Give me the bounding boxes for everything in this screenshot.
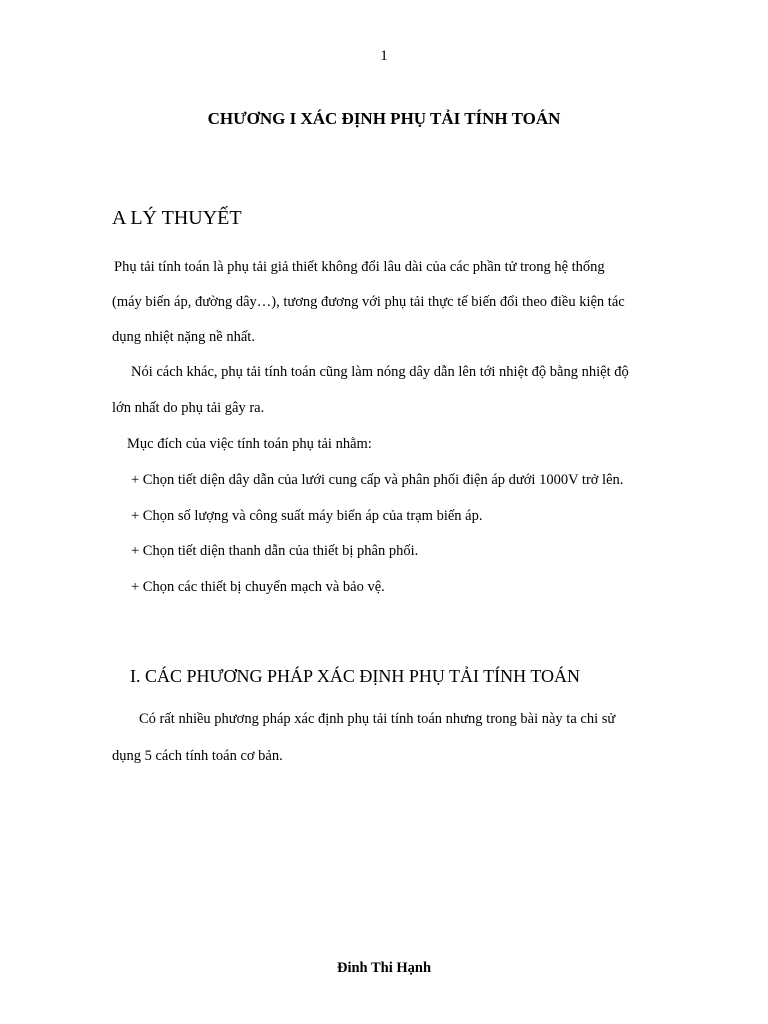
list-item: + Chọn các thiết bị chuyển mạch và bảo vệ. — [131, 579, 385, 595]
chapter-title: CHƯƠNG I XÁC ĐỊNH PHỤ TẢI TÍNH TOÁN — [207, 109, 561, 128]
paragraph-line: lớn nhất do phụ tải gây ra. — [112, 400, 265, 416]
paragraph-line: Nói cách khác, phụ tải tính toán cũng làm nóng dây dẫn lên tới nhiệt độ bằng nhiệt độ — [131, 364, 629, 380]
section-a-heading: A LÝ THUYẾT — [112, 207, 242, 229]
paragraph-line: Có rất nhiều phương pháp xác định phụ tải tính toán nhưng trong bài này ta chi sử — [139, 711, 616, 727]
section-i-heading: I. CÁC PHƯƠNG PHÁP XÁC ĐỊNH PHỤ TẢI TÍNH TOÁN — [130, 666, 580, 686]
page-number: 1 — [380, 48, 388, 64]
paragraph-line: Phụ tải tính toán là phụ tải giả thiết không đổi lâu dài của các phần tử trong hệ thống — [114, 259, 605, 275]
footer-author: Đinh Thi Hạnh — [336, 960, 432, 976]
list-item: + Chọn tiết diện dây dẫn của lưới cung cấp và phân phối điện áp dưới 1000V trở lên. — [131, 472, 624, 488]
list-item: + Chọn tiết diện thanh dẫn của thiết bị phân phối. — [131, 543, 419, 559]
paragraph-line: dụng nhiệt nặng nề nhất. — [112, 329, 255, 345]
paragraph-line: Mục đích của việc tính toán phụ tải nhằm: — [127, 436, 372, 452]
list-item: + Chọn số lượng và công suất máy biến áp của trạm biến áp. — [131, 508, 483, 524]
paragraph-line: dụng 5 cách tính toán cơ bản. — [112, 748, 283, 764]
paragraph-line: (máy biến áp, đường dây…), tương đương với phụ tải thực tế biến đổi theo điều kiện tác — [112, 294, 625, 310]
